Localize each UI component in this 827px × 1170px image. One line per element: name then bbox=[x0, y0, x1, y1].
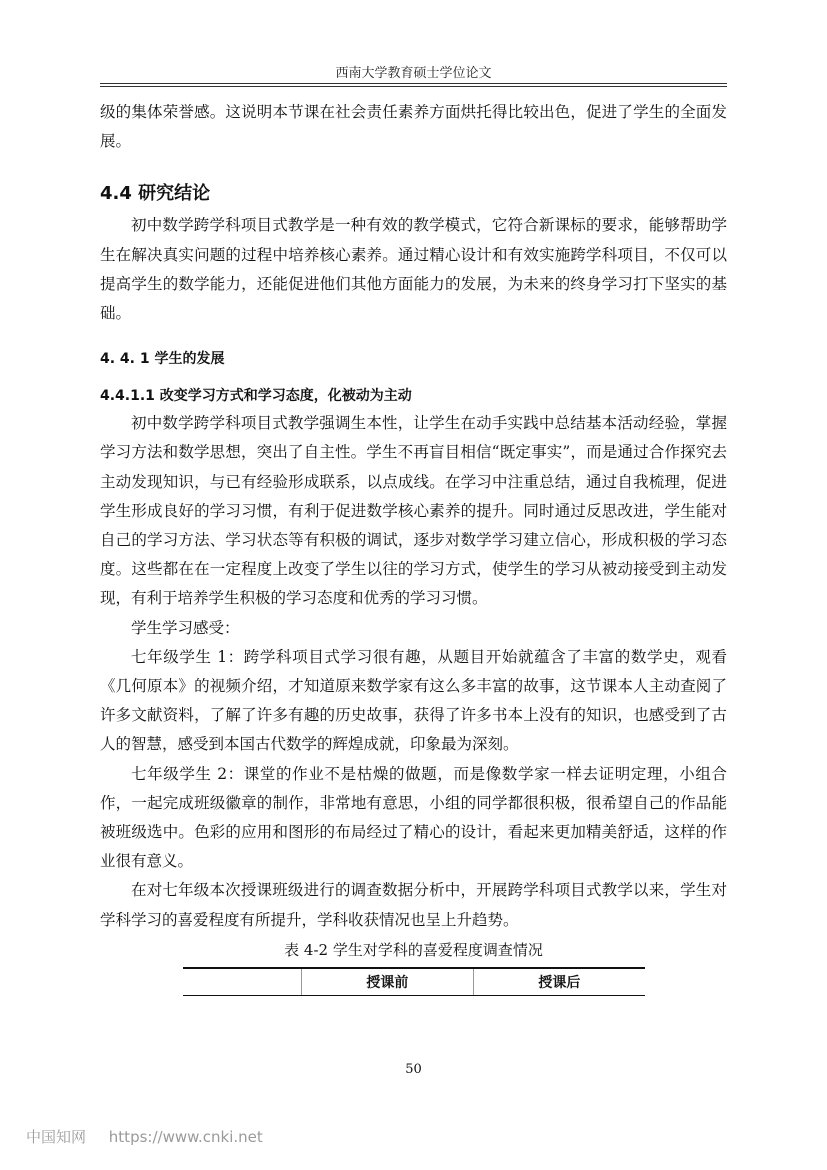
running-header: 西南大学教育硕士学位论文 bbox=[335, 66, 492, 81]
feedback-label: 学生学习感受： bbox=[131, 618, 240, 637]
watermark-brand: 中国知网 bbox=[26, 1128, 87, 1146]
page-body bbox=[100, 98, 727, 996]
continuation-paragraph: 级的集体荣誉感。这说明本节课在社会责任素养方面烘托得比较出色，促进了学生的全面发展。 bbox=[100, 103, 727, 151]
table-caption: 表 4-2 学生对学科的喜爱程度调查情况 bbox=[284, 940, 543, 959]
table-header-row bbox=[183, 968, 645, 996]
page-number: 50 bbox=[405, 1062, 422, 1077]
watermark-url: https://www.cnki.net bbox=[108, 1128, 263, 1146]
student-1-feedback: 七年级学生 1：跨学科项目式学习很有趣，从题目开始就蕴含了丰富的数学史，观看《几何原本》的视频介绍，才知道原来数学家有这么多丰富的故事，这节课本人主动查阅了许多文献资料，了解了许多有趣的历史故事，获得了许多书本上没有的知识，也感受到了古人的智慧，感受到本国古代数学的辉煌成就，印象最为深刻。 bbox=[100, 647, 727, 754]
header-rule bbox=[100, 83, 727, 84]
survey-intro-paragraph: 在对七年级本次授课班级进行的调查数据分析中，开展跨学科项目式教学以来，学生对学科学习的喜爱程度有所提升，学科收获情况也呈上升趋势。 bbox=[100, 881, 727, 929]
survey-table bbox=[183, 967, 645, 996]
section-4-4-1-1-paragraph: 初中数学跨学科项目式教学强调生本性，让学生在动手实践中总结基本活动经验，掌握学习方法和数学思想，突出了自主性。学生不再盲目相信“既定事实”，而是通过合作探究去主动发现知识，与已有经验形成联系，以点成线。在学习中注重总结，通过自我梳理，促进学生形成良好的学习习惯，有利于促进数学核心素养的提升。同时通过反思改进，学生能对自己的学习方法、学习状态等有积极的调试，逐步对数学学习建立信心，形成积极的学习态度。这些都在在一定程度上改变了学生以往的学习方式，使学生的学习从被动接受到主动发现，有利于培养学生积极的学习态度和优秀的学习习惯。 bbox=[100, 414, 727, 608]
table-header-cell-before: 授课前 bbox=[301, 968, 474, 996]
subsection-heading-4-4-1: 4. 4. 1 学生的发展 bbox=[100, 351, 225, 368]
table-header-cell-after: 授课后 bbox=[474, 968, 645, 996]
header-rule-double bbox=[100, 86, 727, 87]
subsubsection-heading-4-4-1-1: 4.4.1.1 改变学习方式和学习态度，化被动为主动 bbox=[100, 388, 412, 405]
section-heading-4-4: 4.4 研究结论 bbox=[100, 183, 211, 205]
student-2-feedback: 七年级学生 2：课堂的作业不是枯燥的做题，而是像数学家一样去证明定理，小组合作，一起完成班级徽章的制作，非常地有意思，小组的同学都很积极，很希望自己的作品能被班级选中。色彩的应用和图形的布局经过了精心的设计，看起来更加精美舒适，这样的作业很有意义。 bbox=[100, 764, 727, 871]
cnki-watermark bbox=[26, 1126, 263, 1147]
table-header-cell-empty bbox=[183, 968, 302, 996]
section-4-4-paragraph: 初中数学跨学科项目式教学是一种有效的教学模式，它符合新课标的要求，能够帮助学生在解决真实问题的过程中培养核心素养。通过精心设计和有效实施跨学科项目，不仅可以提高学生的数学能力，还能促进他们其他方面能力的发展，为未来的终身学习打下坚实的基础。 bbox=[100, 216, 727, 323]
